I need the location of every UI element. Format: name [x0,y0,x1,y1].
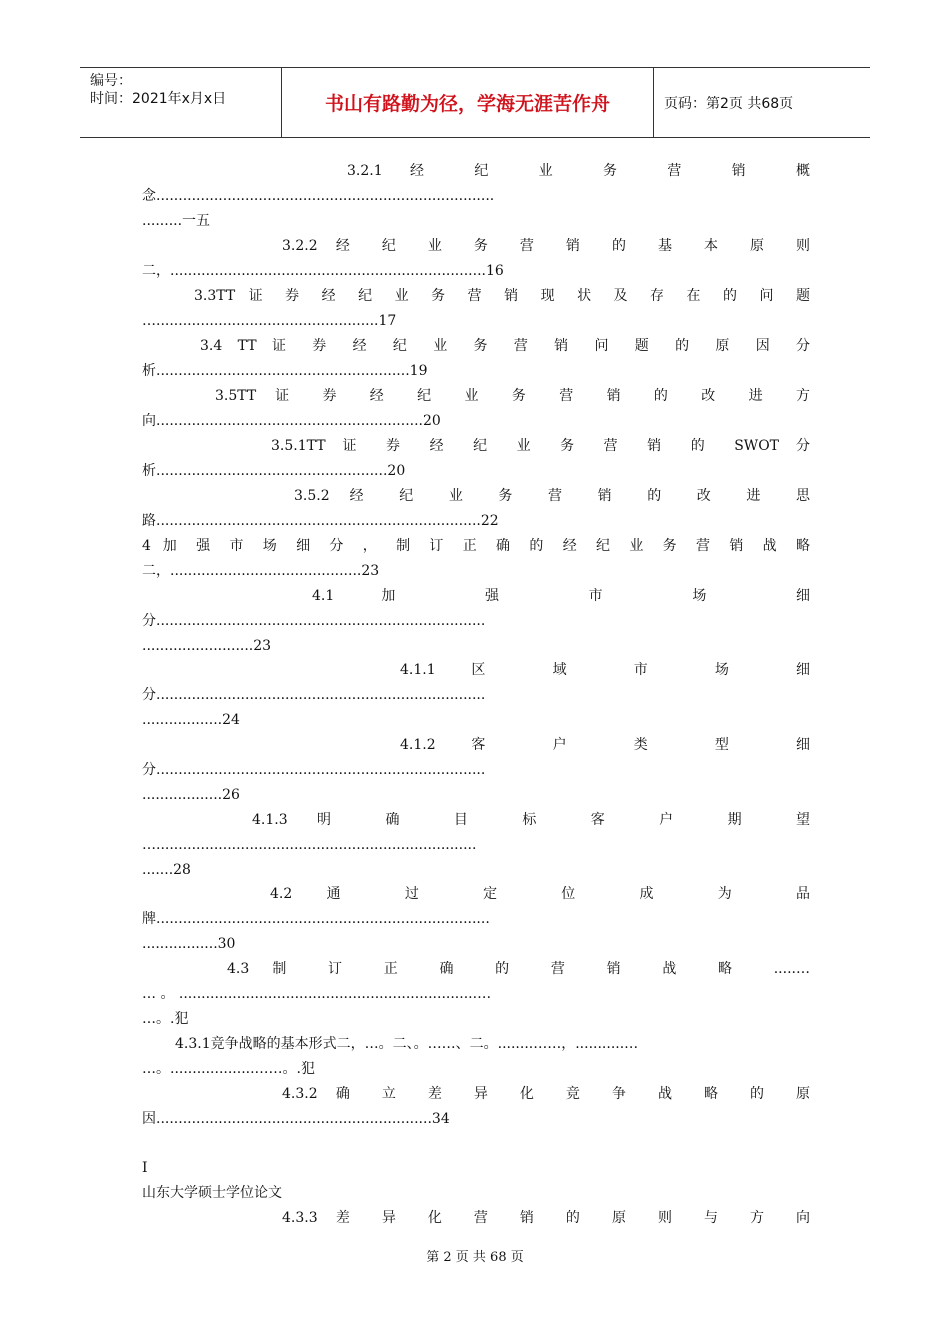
toc-line: 向............................................................20 [142,413,441,429]
toc-line: …。...................……。.犯 [142,1061,316,1077]
toc-line: …。.犯 [142,1011,189,1027]
toc-line: 4.2 通 过 定 位 成 为 品 [270,886,810,902]
toc-line: …..................................................17 [142,313,397,329]
page-footer: 第 2 页 共 68 页 [426,1250,524,1265]
toc-line: 3.3TT 证 券 经 纪 业 务 营 销 现 状 及 存 在 的 问 题 [194,288,810,304]
toc-line: 路.........................................................................22 [142,513,499,529]
number-label: 编号： [90,73,132,89]
toc-line: ..................26 [142,787,240,803]
toc-line: 分.......................................................................... [142,613,486,629]
thesis-label: 山东大学硕士学位论文 [142,1185,282,1201]
page-header [80,67,870,138]
toc-line: 4.3.2 确 立 差 异 化 竞 争 战 略 的 原 [282,1086,810,1102]
toc-line: 二，...........................................23 [142,563,380,579]
toc-line: 3.5.1TT 证 券 经 纪 业 务 营 销 的 SWOT 分 [271,438,810,454]
toc-line: 4.3.1竞争战略的基本形式二，…。二、。……、二。........……，...........… [175,1036,639,1052]
toc-line: 3.2.2 经 纪 业 务 营 销 的 基 本 原 则 [282,238,810,254]
time-label: 时间：2021年x月x日 [90,91,227,107]
page-roman-numeral: I [142,1160,148,1176]
toc-line: … 。 ...................................................................… [142,986,492,1002]
toc-line: .......28 [142,862,191,878]
header-meta [80,68,282,137]
toc-line: 二，.......................................................................16 [142,263,504,279]
toc-line: ..................24 [142,712,240,728]
toc-line: 因..............................................................34 [142,1111,450,1127]
toc-line: 分.......................................................................... [142,687,486,703]
toc-line: 分.......................................................................... [142,762,486,778]
toc-line: 4 加 强 市 场 细 分 ， 制 订 正 确 的 经 纪 业 务 营 销 战 略 [142,538,810,554]
toc-line: 4.3 制 订 正 确 的 营 销 战 略 .....… [227,961,810,977]
toc-line: 3.5.2 经 纪 业 务 营 销 的 改 进 思 [294,488,810,504]
page-info: 页码：第2页 共68页 [664,95,794,112]
toc-line: 3.2.1 经 纪 业 务 营 销 概 [347,163,810,179]
toc-line: .................30 [142,936,236,952]
toc-line: 4.1.3 明 确 目 标 客 户 期 望 [252,812,810,828]
toc-line: .........一五 [142,213,211,229]
toc-line: 念............................................................................ [142,188,495,204]
toc-line: 4.3.3 差 异 化 营 销 的 原 则 与 方 向 [282,1210,810,1226]
toc-line: 4.1 加 强 市 场 细 [312,588,810,604]
toc-line: .........................23 [142,638,272,654]
toc-line: 3.4 TT 证 券 经 纪 业 务 营 销 问 题 的 原 因 分 [200,338,810,354]
toc-line: …........................................................................ [142,837,477,853]
toc-line: 析....................................................20 [142,463,406,479]
motto: 书山有路勤为径，学海无涯苦作舟 [282,68,654,137]
toc-line: 4.1.1 区 域 市 场 细 [400,662,810,678]
toc-line: 牌........................................................................... [142,911,490,927]
toc-line: 析.........................................................19 [142,363,428,379]
toc-line: 3.5TT 证 券 经 纪 业 务 营 销 的 改 进 方 [215,388,810,404]
toc-line: 4.1.2 客 户 类 型 细 [400,737,810,753]
